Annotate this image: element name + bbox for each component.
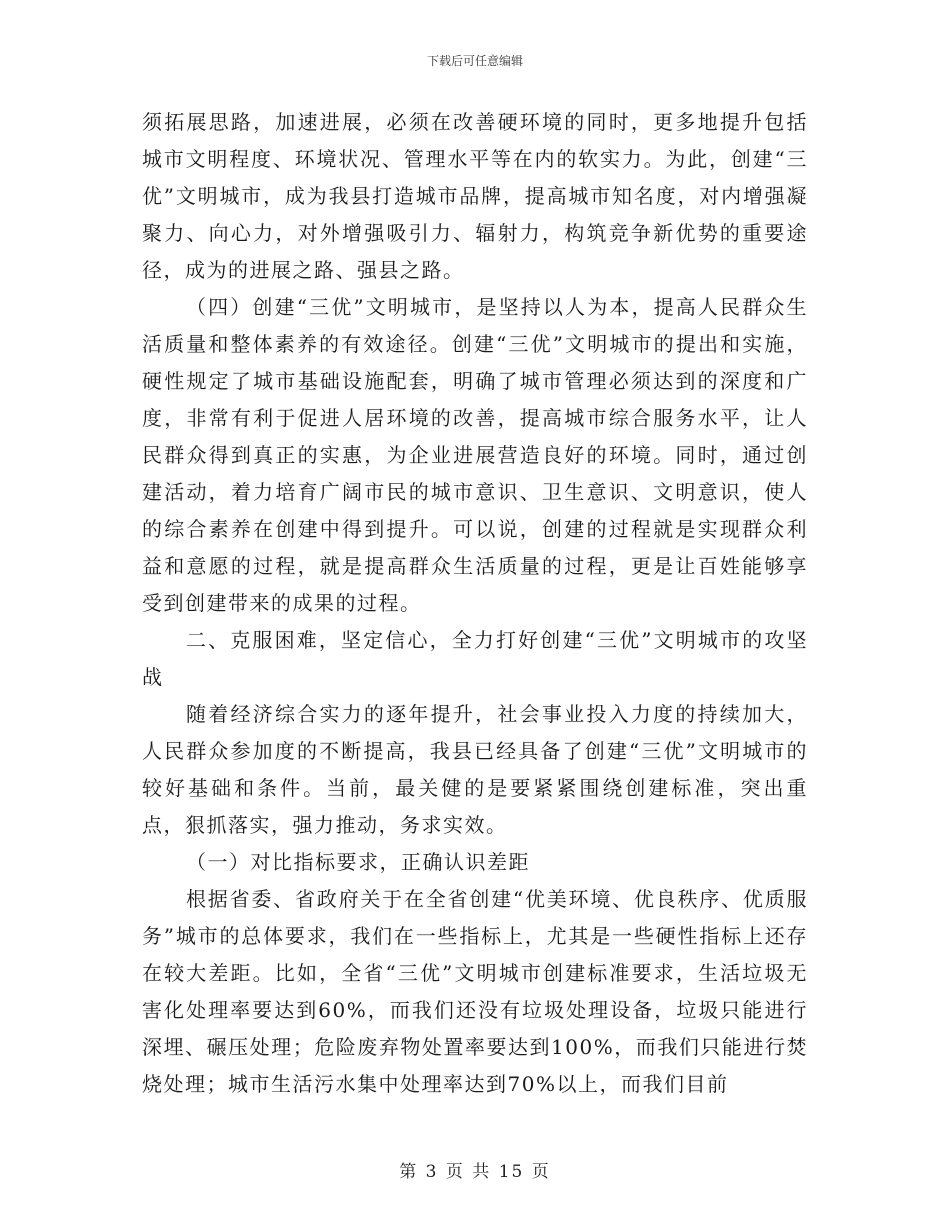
paragraph-conditions: 随着经济综合实力的逐年提升，社会事业投入力度的持续加大，人民群众参加度的不断提高，我县已经具备了创建“三优”文明城市的较好基础和条件。当前，最关健的是要紧紧围绕创建标准，突出重点，狠抓落实，强力推动，务求实效。 <box>142 702 808 837</box>
paragraph-gap-analysis: 根据省委、省政府关于在全省创建“优美环境、优良秩序、优质服务”城市的总体要求，我们在一些指标上，尤其是一些硬性指标上还存在较大差距。比如，全省“三优”文明城市创建标准要求，生活垃圾无害化处理率要达到60%，而我们还没有垃圾处理设备，垃圾只能进行深埋、碾压处理；危险废弃物处置率要达到100%，而我们只能进行焚烧处理；城市生活污水集中处理率达到70%以上，而我们目前 <box>142 887 808 1096</box>
document-body <box>142 104 808 1103</box>
paragraph-continuation: 须拓展思路，加速进展，必须在改善硬环境的同时，更多地提升包括城市文明程度、环境状况、管理水平等在内的软实力。为此，创建“三优”文明城市，成为我县打造城市品牌，提高城市知名度，对内增强凝聚力、向心力，对外增强吸引力、辐射力，构筑竞争新优势的重要途径，成为的进展之路、强县之路。 <box>142 110 808 282</box>
page-number-footer: 第 3 页 共 15 页 <box>399 1162 551 1182</box>
page-header-note: 下载后可任意编辑 <box>426 54 523 68</box>
paragraph-section-four: （四）创建“三优”文明城市，是坚持以人为本，提高人民群众生活质量和整体素养的有效途径。创建“三优”文明城市的提出和实施，硬性规定了城市基础设施配套，明确了城市管理必须达到的深度和广度，非常有利于促进人居环境的改善，提高城市综合服务水平，让人民群众得到真正的实惠，为企业进展营造良好的环境。同时，通过创建活动，着力培育广阔市民的城市意识、卫生意识、文明意识，使人的综合素养在创建中得到提升。可以说，创建的过程就是实现群众利益和意愿的过程，就是提高群众生活质量的过程，更是让百姓能够享受到创建带来的成果的过程。 <box>142 295 808 615</box>
subsection-heading-one: （一）对比指标要求，正确认识差距 <box>186 850 530 874</box>
section-heading-two: 二、克服困难，坚定信心，全力打好创建“三优”文明城市的攻坚战 <box>142 628 808 689</box>
